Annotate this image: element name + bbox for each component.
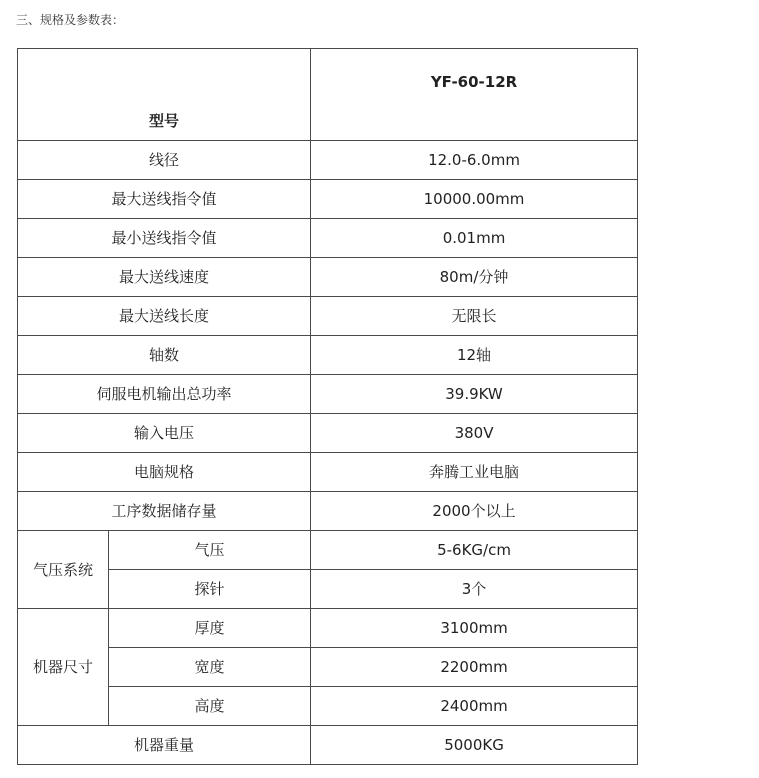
group-label-dimensions: 机器尺寸: [18, 609, 109, 726]
row-label: 最大送线速度: [18, 258, 311, 297]
row-label: 最小送线指令值: [18, 219, 311, 258]
row-label: 工序数据储存量: [18, 492, 311, 531]
table-row: [18, 258, 638, 297]
table-row: [18, 648, 638, 687]
row-value: 12轴: [311, 336, 638, 375]
header-model-cell: YF-60-12R: [311, 49, 638, 141]
table-row: [18, 375, 638, 414]
table-row: [18, 492, 638, 531]
row-value: 12.0-6.0mm: [311, 141, 638, 180]
row-value: 2000个以上: [311, 492, 638, 531]
row-label: 机器重量: [18, 726, 311, 765]
row-label: 最大送线指令值: [18, 180, 311, 219]
table-row: [18, 414, 638, 453]
table-header-row: [18, 49, 638, 141]
row-value: 无限长: [311, 297, 638, 336]
row-label: 轴数: [18, 336, 311, 375]
row-label: 最大送线长度: [18, 297, 311, 336]
row-label: 电脑规格: [18, 453, 311, 492]
table-row: [18, 531, 638, 570]
row-value: 80m/分钟: [311, 258, 638, 297]
table-row: [18, 609, 638, 648]
row-value: 3100mm: [311, 609, 638, 648]
row-label: 输入电压: [18, 414, 311, 453]
row-label: 探针: [109, 570, 311, 609]
row-value: 3个: [311, 570, 638, 609]
section-heading: 三、规格及参数表：: [16, 13, 125, 27]
row-label: 高度: [109, 687, 311, 726]
table-row: [18, 570, 638, 609]
row-value: 2200mm: [311, 648, 638, 687]
row-value: 0.01mm: [311, 219, 638, 258]
row-label: 线径: [18, 141, 311, 180]
group-label-pneumatic: 气压系统: [18, 531, 109, 609]
header-label-cell: 型号: [18, 49, 311, 141]
table-row: [18, 180, 638, 219]
table-row: [18, 453, 638, 492]
row-value: 2400mm: [311, 687, 638, 726]
row-value: 380V: [311, 414, 638, 453]
spec-table: [17, 48, 638, 765]
table-row: [18, 141, 638, 180]
row-label: 宽度: [109, 648, 311, 687]
row-label: 伺服电机输出总功率: [18, 375, 311, 414]
row-value: 奔腾工业电脑: [311, 453, 638, 492]
row-label: 气压: [109, 531, 311, 570]
row-value: 39.9KW: [311, 375, 638, 414]
table-row: [18, 219, 638, 258]
row-value: 5000KG: [311, 726, 638, 765]
table-row: [18, 726, 638, 765]
table-row: [18, 336, 638, 375]
table-row: [18, 687, 638, 726]
table-row: [18, 297, 638, 336]
row-value: 10000.00mm: [311, 180, 638, 219]
row-value: 5-6KG/cm: [311, 531, 638, 570]
row-label: 厚度: [109, 609, 311, 648]
